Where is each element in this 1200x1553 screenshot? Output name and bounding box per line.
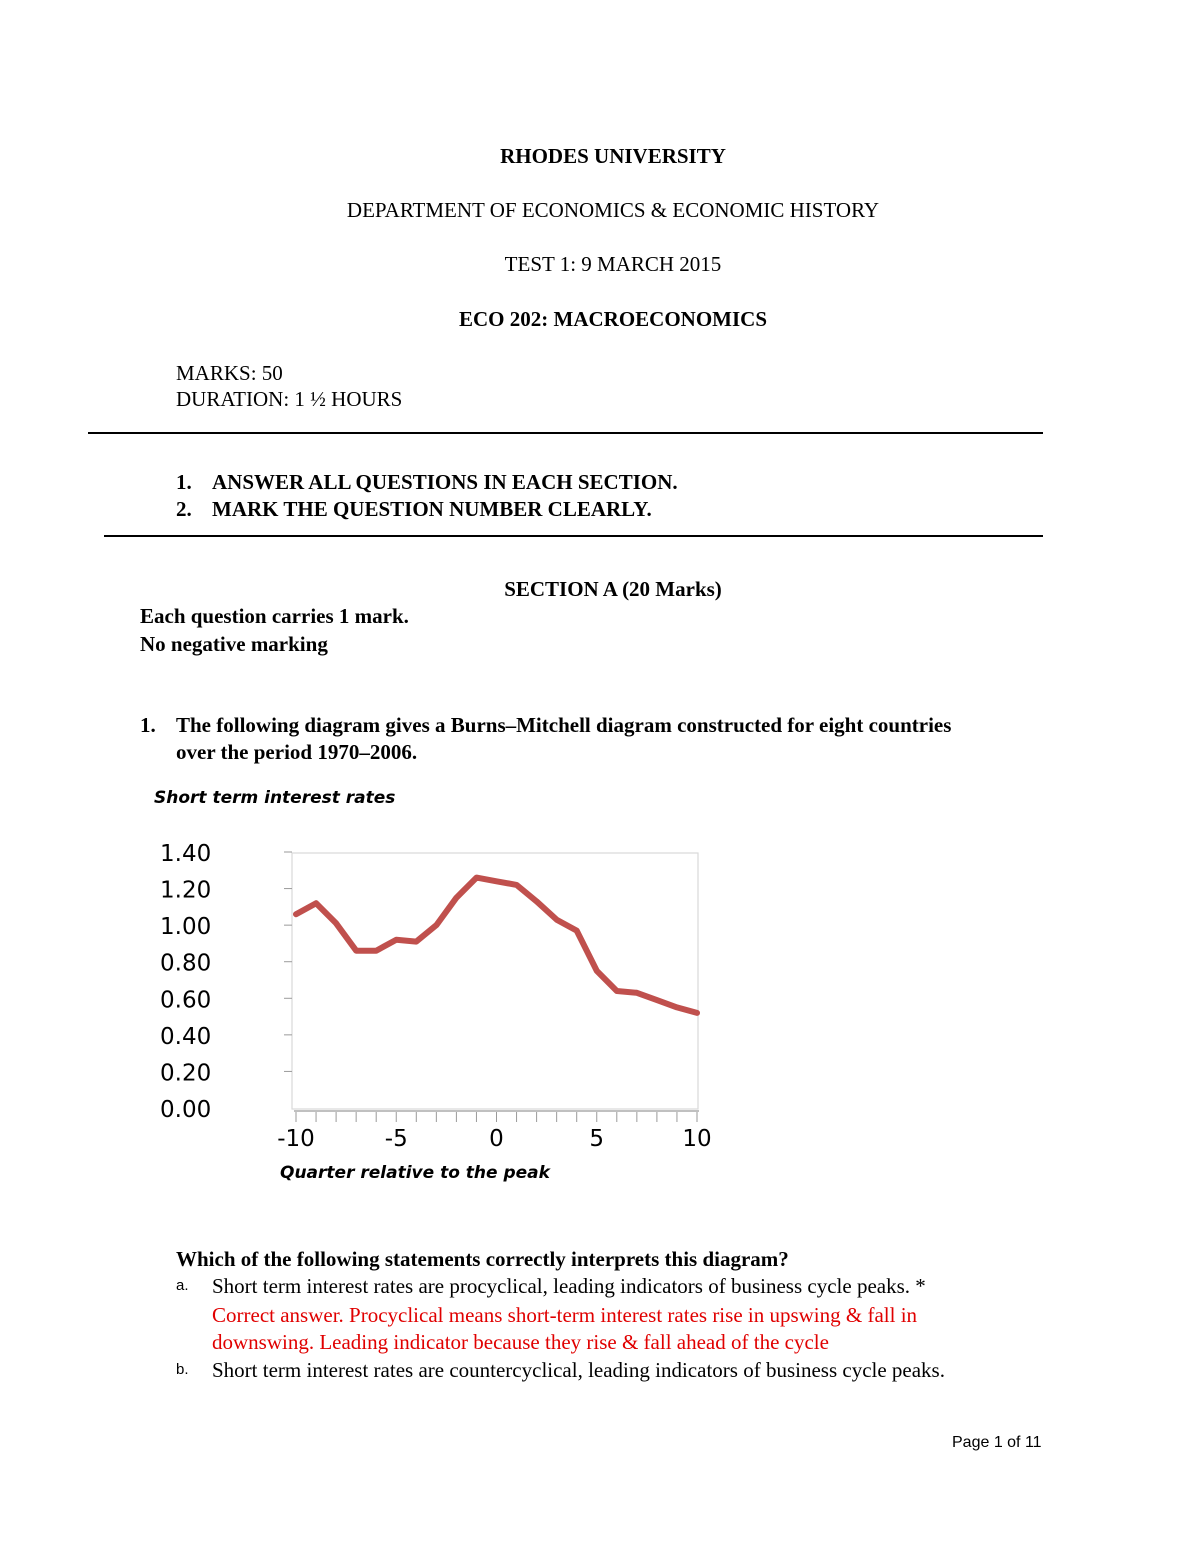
x-tick-label: -10 bbox=[277, 1126, 315, 1152]
option-b[interactable]: Short term interest rates are countercyclical, leading indicators of business cycle peaks. bbox=[212, 1358, 945, 1382]
data-point bbox=[454, 896, 458, 900]
y-tick-label: 0.20 bbox=[160, 1060, 212, 1087]
section-note-negative: No negative marking bbox=[140, 632, 328, 656]
y-axis bbox=[160, 841, 292, 1123]
x-tick-label: -5 bbox=[384, 1126, 408, 1152]
duration: DURATION: 1 ½ HOURS bbox=[176, 387, 403, 411]
y-tick-label: 1.20 bbox=[160, 877, 212, 904]
question-prompt: Which of the following statements correctly interprets this diagram? bbox=[176, 1247, 789, 1271]
y-tick-label: 1.40 bbox=[160, 841, 212, 867]
university-name: RHODES UNIVERSITY bbox=[500, 144, 726, 168]
section-note-marks: Each question carries 1 mark. bbox=[140, 604, 409, 628]
chart-title: Short term interest rates bbox=[154, 788, 396, 808]
test-date: TEST 1: 9 MARCH 2015 bbox=[504, 252, 722, 276]
y-tick-label: 1.00 bbox=[160, 914, 212, 941]
question-number: 1. bbox=[140, 713, 156, 737]
x-tick-label: 10 bbox=[682, 1126, 712, 1152]
divider-top bbox=[88, 432, 1043, 434]
data-point bbox=[394, 938, 398, 942]
y-tick-label: 0.00 bbox=[160, 1097, 212, 1123]
answer-note-line2: downswing. Leading indicator because they rise & fall ahead of the cycle bbox=[212, 1330, 829, 1354]
data-point bbox=[635, 991, 639, 995]
plot-area bbox=[292, 853, 698, 1109]
data-point bbox=[354, 949, 358, 953]
x-tick-label: 5 bbox=[589, 1126, 605, 1152]
data-point bbox=[474, 875, 478, 879]
page-number: Page 1 of 11 bbox=[952, 1434, 1042, 1451]
option-b-letter: b. bbox=[176, 1361, 189, 1378]
divider-bottom bbox=[104, 535, 1043, 537]
question-text-line1: The following diagram gives a Burns–Mitchell diagram constructed for eight countries bbox=[176, 713, 952, 737]
section-title: SECTION A (20 Marks) bbox=[504, 577, 722, 601]
y-tick-label: 0.60 bbox=[160, 987, 212, 1014]
x-axis bbox=[277, 1111, 711, 1152]
instruction-2: MARK THE QUESTION NUMBER CLEARLY. bbox=[212, 497, 652, 521]
question-text-line2: over the period 1970–2006. bbox=[176, 740, 418, 764]
instruction-2-number: 2. bbox=[176, 497, 192, 521]
instruction-1: ANSWER ALL QUESTIONS IN EACH SECTION. bbox=[212, 470, 678, 494]
y-tick-label: 0.80 bbox=[160, 950, 212, 977]
data-point bbox=[414, 939, 418, 943]
y-tick-label: 0.40 bbox=[160, 1023, 212, 1050]
option-a[interactable]: Short term interest rates are procyclical, leading indicators of business cycle peaks. * bbox=[212, 1274, 926, 1298]
data-point bbox=[675, 1005, 679, 1009]
x-tick-label: 0 bbox=[489, 1126, 504, 1152]
x-axis-label: Quarter relative to the peak bbox=[280, 1163, 550, 1183]
data-point bbox=[434, 923, 438, 927]
data-point bbox=[494, 879, 498, 883]
data-point bbox=[554, 917, 558, 921]
data-point bbox=[534, 899, 538, 903]
data-point bbox=[514, 883, 518, 887]
data-point bbox=[334, 921, 338, 925]
data-point bbox=[575, 928, 579, 932]
data-point bbox=[595, 969, 599, 973]
department-name: DEPARTMENT OF ECONOMICS & ECONOMIC HISTORY bbox=[346, 198, 880, 222]
data-point bbox=[314, 901, 318, 905]
course-title: ECO 202: MACROECONOMICS bbox=[459, 307, 767, 331]
data-point bbox=[655, 998, 659, 1002]
answer-note-line1: Correct answer. Procyclical means short-term interest rates rise in upswing & fall in bbox=[212, 1303, 918, 1327]
data-point bbox=[294, 912, 298, 916]
marks: MARKS: 50 bbox=[176, 361, 283, 385]
data-point bbox=[695, 1011, 699, 1015]
data-point bbox=[615, 989, 619, 993]
option-a-letter: a. bbox=[176, 1277, 189, 1294]
burns-mitchell-chart bbox=[140, 780, 740, 1190]
instruction-1-number: 1. bbox=[176, 470, 192, 494]
data-point bbox=[374, 949, 378, 953]
